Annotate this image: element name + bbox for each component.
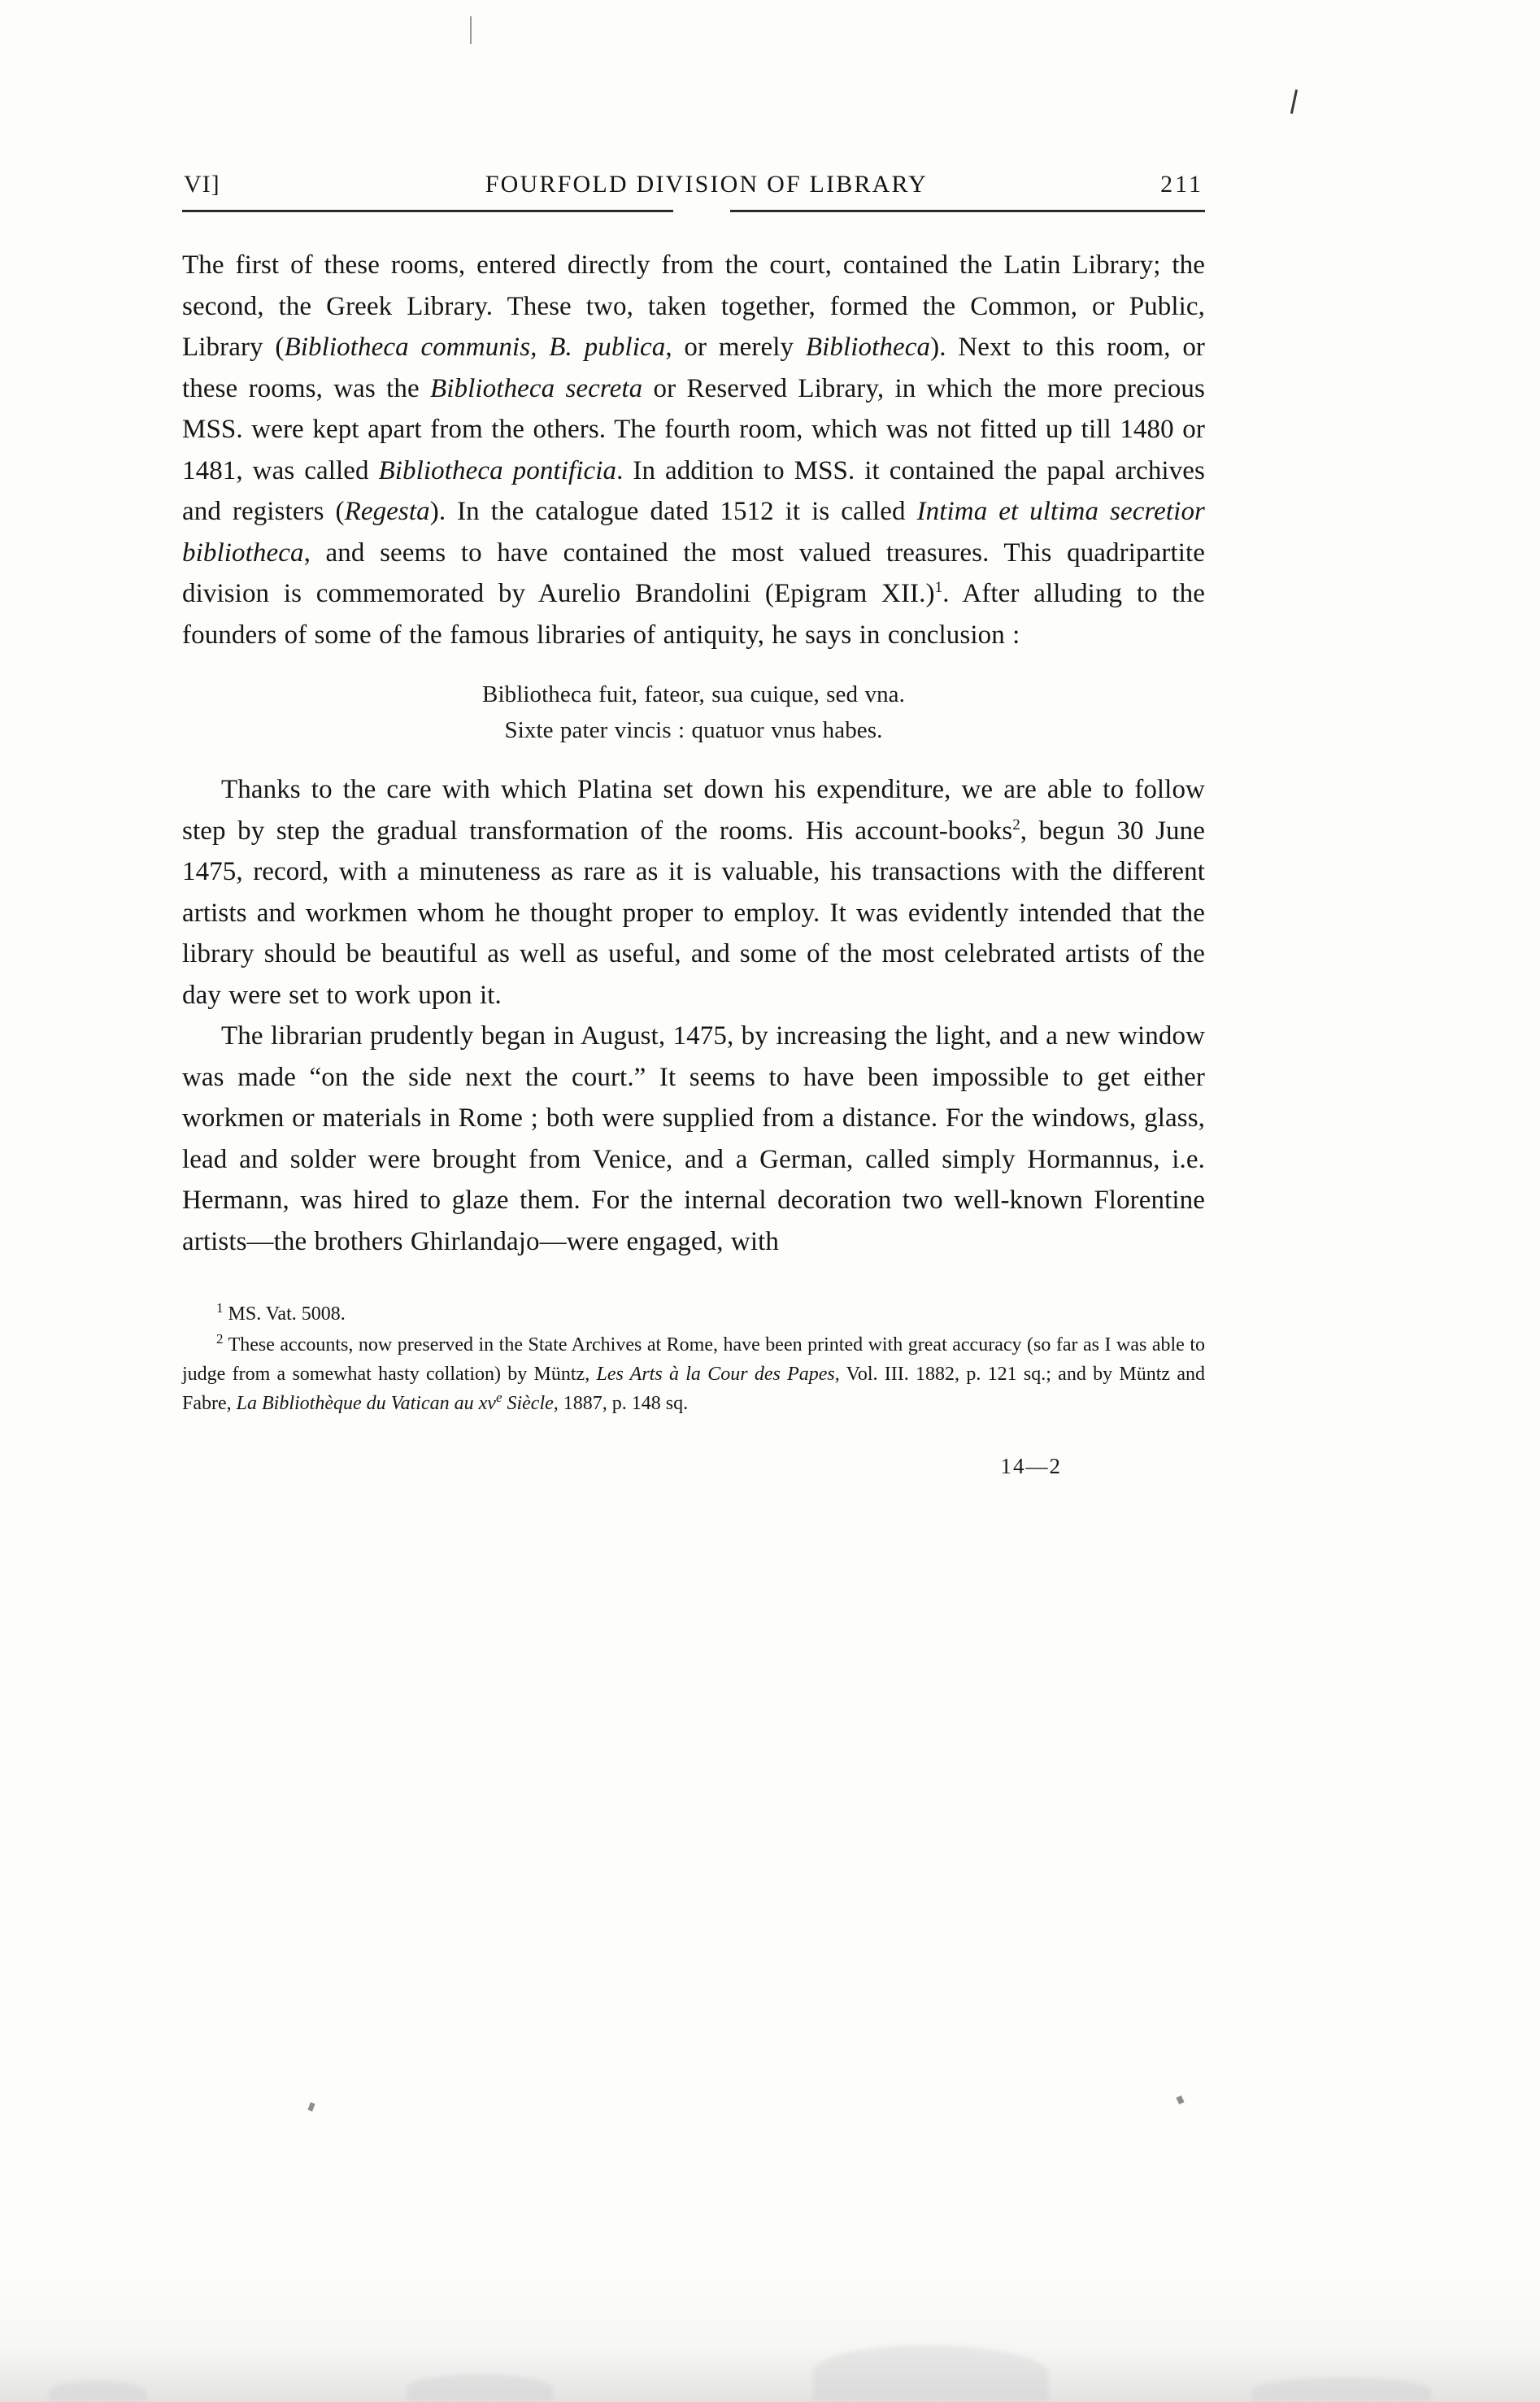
paragraph-2-text-a: Thanks to the care with which Platina set down his expenditure, we are able to follow step by step the gradual transformation of the rooms. His account-books xyxy=(182,775,1205,846)
footnote-1 xyxy=(182,1299,1205,1329)
verse-line-2: Sixte pater vincis : quatuor vnus habes. xyxy=(504,717,883,743)
footnote-1-text: MS. Vat. 5008. xyxy=(228,1303,346,1325)
footnote-2-italic-c: Siècle, xyxy=(502,1393,559,1414)
paragraph-3: The librarian prudently began in August, 1475, by increasing the light, and a new window was made “on the side next the court.” It seems to have been impossible to get either workmen or materials in Rome ; both were supplied from a distance. For the windows, glass, lead and solder were brought from Venice, and a German, called simply Hormannus, i.e. Hermann, was hired to glaze them. For the internal decoration two well-known Florentine artists—the brothers Ghirlandajo—were engaged, with xyxy=(182,1021,1205,1256)
scan-artifact-3 xyxy=(813,2345,1049,2402)
footnote-2-italic-b: La Bibliothèque du Vatican au xv xyxy=(236,1393,496,1414)
footnote-2-text-a: These accounts, now preserved in the State Archives at Rome, have been printed with great accuracy (so far as I was able to judge from a somewhat hasty collation) by Müntz, xyxy=(182,1334,1205,1385)
scan-artifact-2 xyxy=(407,2374,553,2402)
footnote-2 xyxy=(182,1330,1205,1418)
paragraph-1-italic-c: Bibliotheca secreta xyxy=(429,373,643,403)
running-head xyxy=(182,171,1205,198)
paragraph-1-text-g: , and seems to have contained the most valued treasures. This quadripartite division is commemorated by Aurelio Brandolini (Epigram XII.) xyxy=(182,537,1205,608)
paragraph-2-text-b: , begun 30 June 1475, record, with a minuteness as rare as it is valuable, his transactions with the different artists and workmen whom he thought proper to employ. It was evidently intended that the library should be beautiful as well as useful, and some of the most celebrated artists of the day were set to work upon it. xyxy=(182,816,1205,1010)
paragraph-1-text-f: ). In the catalogue dated 1512 it is called xyxy=(429,497,917,526)
verse-line-1: Bibliotheca fuit, fateor, sua cuique, sed vna. xyxy=(482,681,905,707)
paragraph-1-italic-b: Bibliotheca xyxy=(805,333,931,362)
page-edge-mark-top xyxy=(470,16,472,44)
paragraph-2 xyxy=(182,769,1205,1016)
paragraph-1-italic-e: Regesta xyxy=(344,497,430,526)
footnote-2-text-c: 1887, p. 148 sq. xyxy=(558,1393,689,1414)
footnote-2-text-b: Vol. III. 1882, p. 121 sq.; and by Müntz and Fabre, xyxy=(182,1364,1205,1414)
footnote-reference-2[interactable]: 2 xyxy=(1012,816,1020,833)
paragraph-1-text-b: , or merely xyxy=(665,333,806,362)
paragraph-1-text-a: The first of these rooms, entered directly from the court, contained the Latin Library; the second, the Greek Library. These two, taken together, formed the Common, or Public, Library ( xyxy=(182,250,1205,362)
paragraph-1-italic-a: Bibliotheca communis, B. publica xyxy=(284,333,666,362)
footnote-2-marker: 2 xyxy=(216,1331,224,1347)
chapter-folio-left: VI] xyxy=(184,171,220,198)
paragraph-1-italic-f: Intima et ultima secretior bibliotheca xyxy=(182,497,1205,568)
footnote-reference-1[interactable]: 1 xyxy=(934,579,943,596)
paragraph-1-italic-d: Bibliotheca pontificia xyxy=(378,455,617,485)
footnote-1-marker: 1 xyxy=(216,1300,224,1316)
page-edge-mark-bottom-left xyxy=(307,2102,315,2111)
footnotes-block xyxy=(182,1299,1205,1418)
paragraph-1-text-c: ). Next to this room, or these rooms, was the xyxy=(182,333,1206,403)
footnote-2-italic-a: Les Arts à la Cour des Papes, xyxy=(596,1364,840,1385)
paragraph-1 xyxy=(182,245,1205,655)
header-rule xyxy=(182,210,1205,212)
page-edge-mark-bottom-right xyxy=(1176,2095,1184,2104)
footnote-2-italic-superscript: e xyxy=(495,1390,502,1405)
running-head-title: FOURFOLD DIVISION OF LIBRARY xyxy=(485,171,928,198)
verse-quotation xyxy=(182,677,1205,748)
signature-mark: 14—2 xyxy=(1000,1454,1062,1478)
paragraph-1-text-d: or Reserved Library, in which the more precious MSS. were kept apart from the others. The fourth room, which was not fitted up till 1480 or 1481, was called xyxy=(182,373,1205,485)
page-content xyxy=(182,171,1205,1479)
paragraph-1-text-e: . In addition to MSS. it contained the papal archives and registers ( xyxy=(182,455,1205,526)
scan-artifact-4 xyxy=(1252,2378,1431,2402)
paragraph-1-text-h: . After alluding to the founders of some of the famous libraries of antiquity, he says in conclusion : xyxy=(182,579,1205,650)
page-number: 211 xyxy=(1160,171,1203,198)
margin-ink-mark xyxy=(1290,89,1298,114)
scan-artifact-1 xyxy=(49,2381,146,2402)
body-text xyxy=(182,245,1205,1262)
